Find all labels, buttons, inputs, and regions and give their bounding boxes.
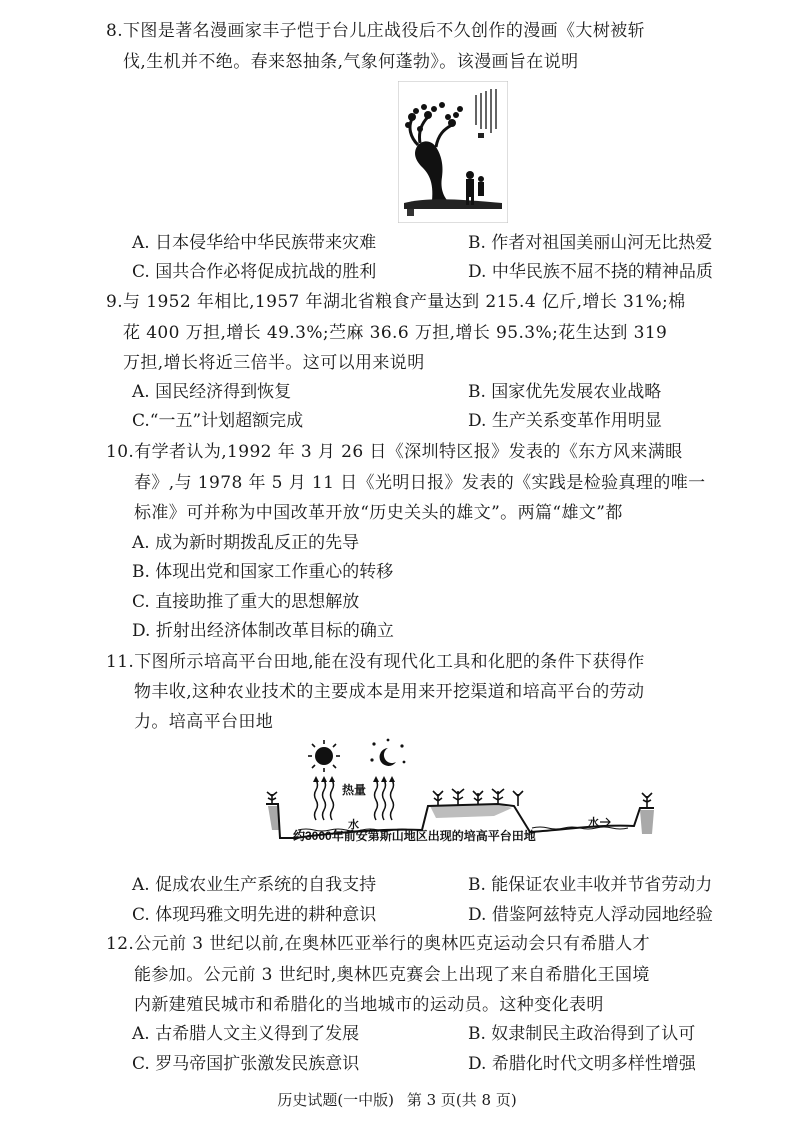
- q10-option-d: D. 折射出经济体制改革目标的确立: [132, 621, 394, 641]
- q9-option-a: A. 国民经济得到恢复: [132, 382, 292, 402]
- footer-subject: 历史试题(一中版): [277, 1091, 395, 1109]
- q10-option-c: C. 直接助推了重大的思想解放: [132, 592, 360, 612]
- q12-stem-line-1: 12.公元前 3 世纪以前,在奥林匹亚举行的奥林匹克运动会只有希腊人才: [106, 934, 651, 954]
- q9-stem-line-2: 花 400 万担,增长 49.3%;苎麻 36.6 万担,增长 95.3%;花生达到 319: [123, 323, 668, 343]
- q11-option-a: A. 促成农业生产系统的自我支持: [132, 875, 377, 895]
- figure-caption: 约3000年前安第斯山地区出现的培高平台田地: [293, 829, 536, 842]
- q8-option-d: D. 中华民族不屈不挠的精神品质: [468, 262, 713, 282]
- q8-option-b: B. 作者对祖国美丽山河无比热爱: [468, 233, 713, 253]
- q9-stem-line-1: 9.与 1952 年相比,1957 年湖北省粮食产量达到 215.4 亿斤,增长 31%;棉: [106, 292, 686, 312]
- q9-stem-line-3: 万担,增长将近三倍半。这可以用来说明: [123, 353, 425, 373]
- q11-option-b: B. 能保证农业丰收并节省劳动力: [468, 875, 713, 895]
- q12-option-a: A. 古希腊人文主义得到了发展: [132, 1024, 360, 1044]
- q8-stem-line-1: 8.下图是著名漫画家丰子恺于台儿庄战役后不久创作的漫画《大树被斩: [106, 21, 646, 41]
- heat-label: 热量: [342, 783, 367, 797]
- q12-option-d: D. 希腊化时代文明多样性增强: [468, 1054, 696, 1074]
- q10-stem-line-2: 春》,与 1978 年 5 月 11 日《光明日报》发表的《实践是检验真理的唯一: [134, 473, 706, 493]
- q11-option-c: C. 体现玛雅文明先进的耕种意识: [132, 905, 377, 925]
- q9-option-d: D. 生产关系变革作用明显: [468, 411, 662, 431]
- page-footer: [0, 1089, 794, 1111]
- q10-stem-line-1: 10.有学者认为,1992 年 3 月 26 日《深圳特区报》发表的《东方风来满眼: [106, 442, 683, 462]
- sun-icon: [308, 740, 340, 772]
- q8-option-a: A. 日本侵华给中华民族带来灾难: [132, 233, 377, 253]
- moon-icon: [370, 739, 405, 766]
- q8-stem-line-2: 伐,生机并不绝。春来怒抽条,气象何蓬勃》。该漫画旨在说明: [123, 52, 579, 72]
- q8-option-c: C. 国共合作必将促成抗战的胜利: [132, 262, 377, 282]
- q10-option-a: A. 成为新时期拨乱反正的先导: [132, 533, 360, 553]
- q10-stem-line-3: 标准》可并称为中国改革开放“历史关头的雄文”。两篇“雄文”都: [134, 503, 623, 523]
- q11-raised-field-diagram: [262, 738, 662, 842]
- water-label-right: 水: [588, 817, 599, 829]
- q11-option-d: D. 借鉴阿兹特克人浮动园地经验: [468, 905, 713, 925]
- q11-stem-line-1: 11.下图所示培高平台田地,能在没有现代化工具和化肥的条件下获得作: [106, 652, 645, 672]
- q9-option-b: B. 国家优先发展农业战略: [468, 382, 662, 402]
- q11-stem-line-3: 力。培高平台田地: [134, 712, 274, 732]
- q12-option-b: B. 奴隶制民主政治得到了认可: [468, 1024, 696, 1044]
- q8-cartoon-image: [398, 81, 508, 223]
- q12-option-c: C. 罗马帝国扩张激发民族意识: [132, 1054, 360, 1074]
- q9-option-c: C.“一五”计划超额完成: [132, 411, 304, 431]
- water-label-left: 水: [348, 819, 359, 831]
- footer-page-number: 第 3 页(共 8 页): [406, 1091, 517, 1109]
- q10-option-b: B. 体现出党和国家工作重心的转移: [132, 562, 394, 582]
- q11-stem-line-2: 物丰收,这种农业技术的主要成本是用来开挖渠道和培高平台的劳动: [134, 682, 645, 702]
- q12-stem-line-3: 内新建殖民城市和希腊化的当地城市的运动员。这种变化表明: [134, 995, 604, 1015]
- q12-stem-line-2: 能参加。公元前 3 世纪时,奥林匹克赛会上出现了来自希腊化王国境: [134, 965, 650, 985]
